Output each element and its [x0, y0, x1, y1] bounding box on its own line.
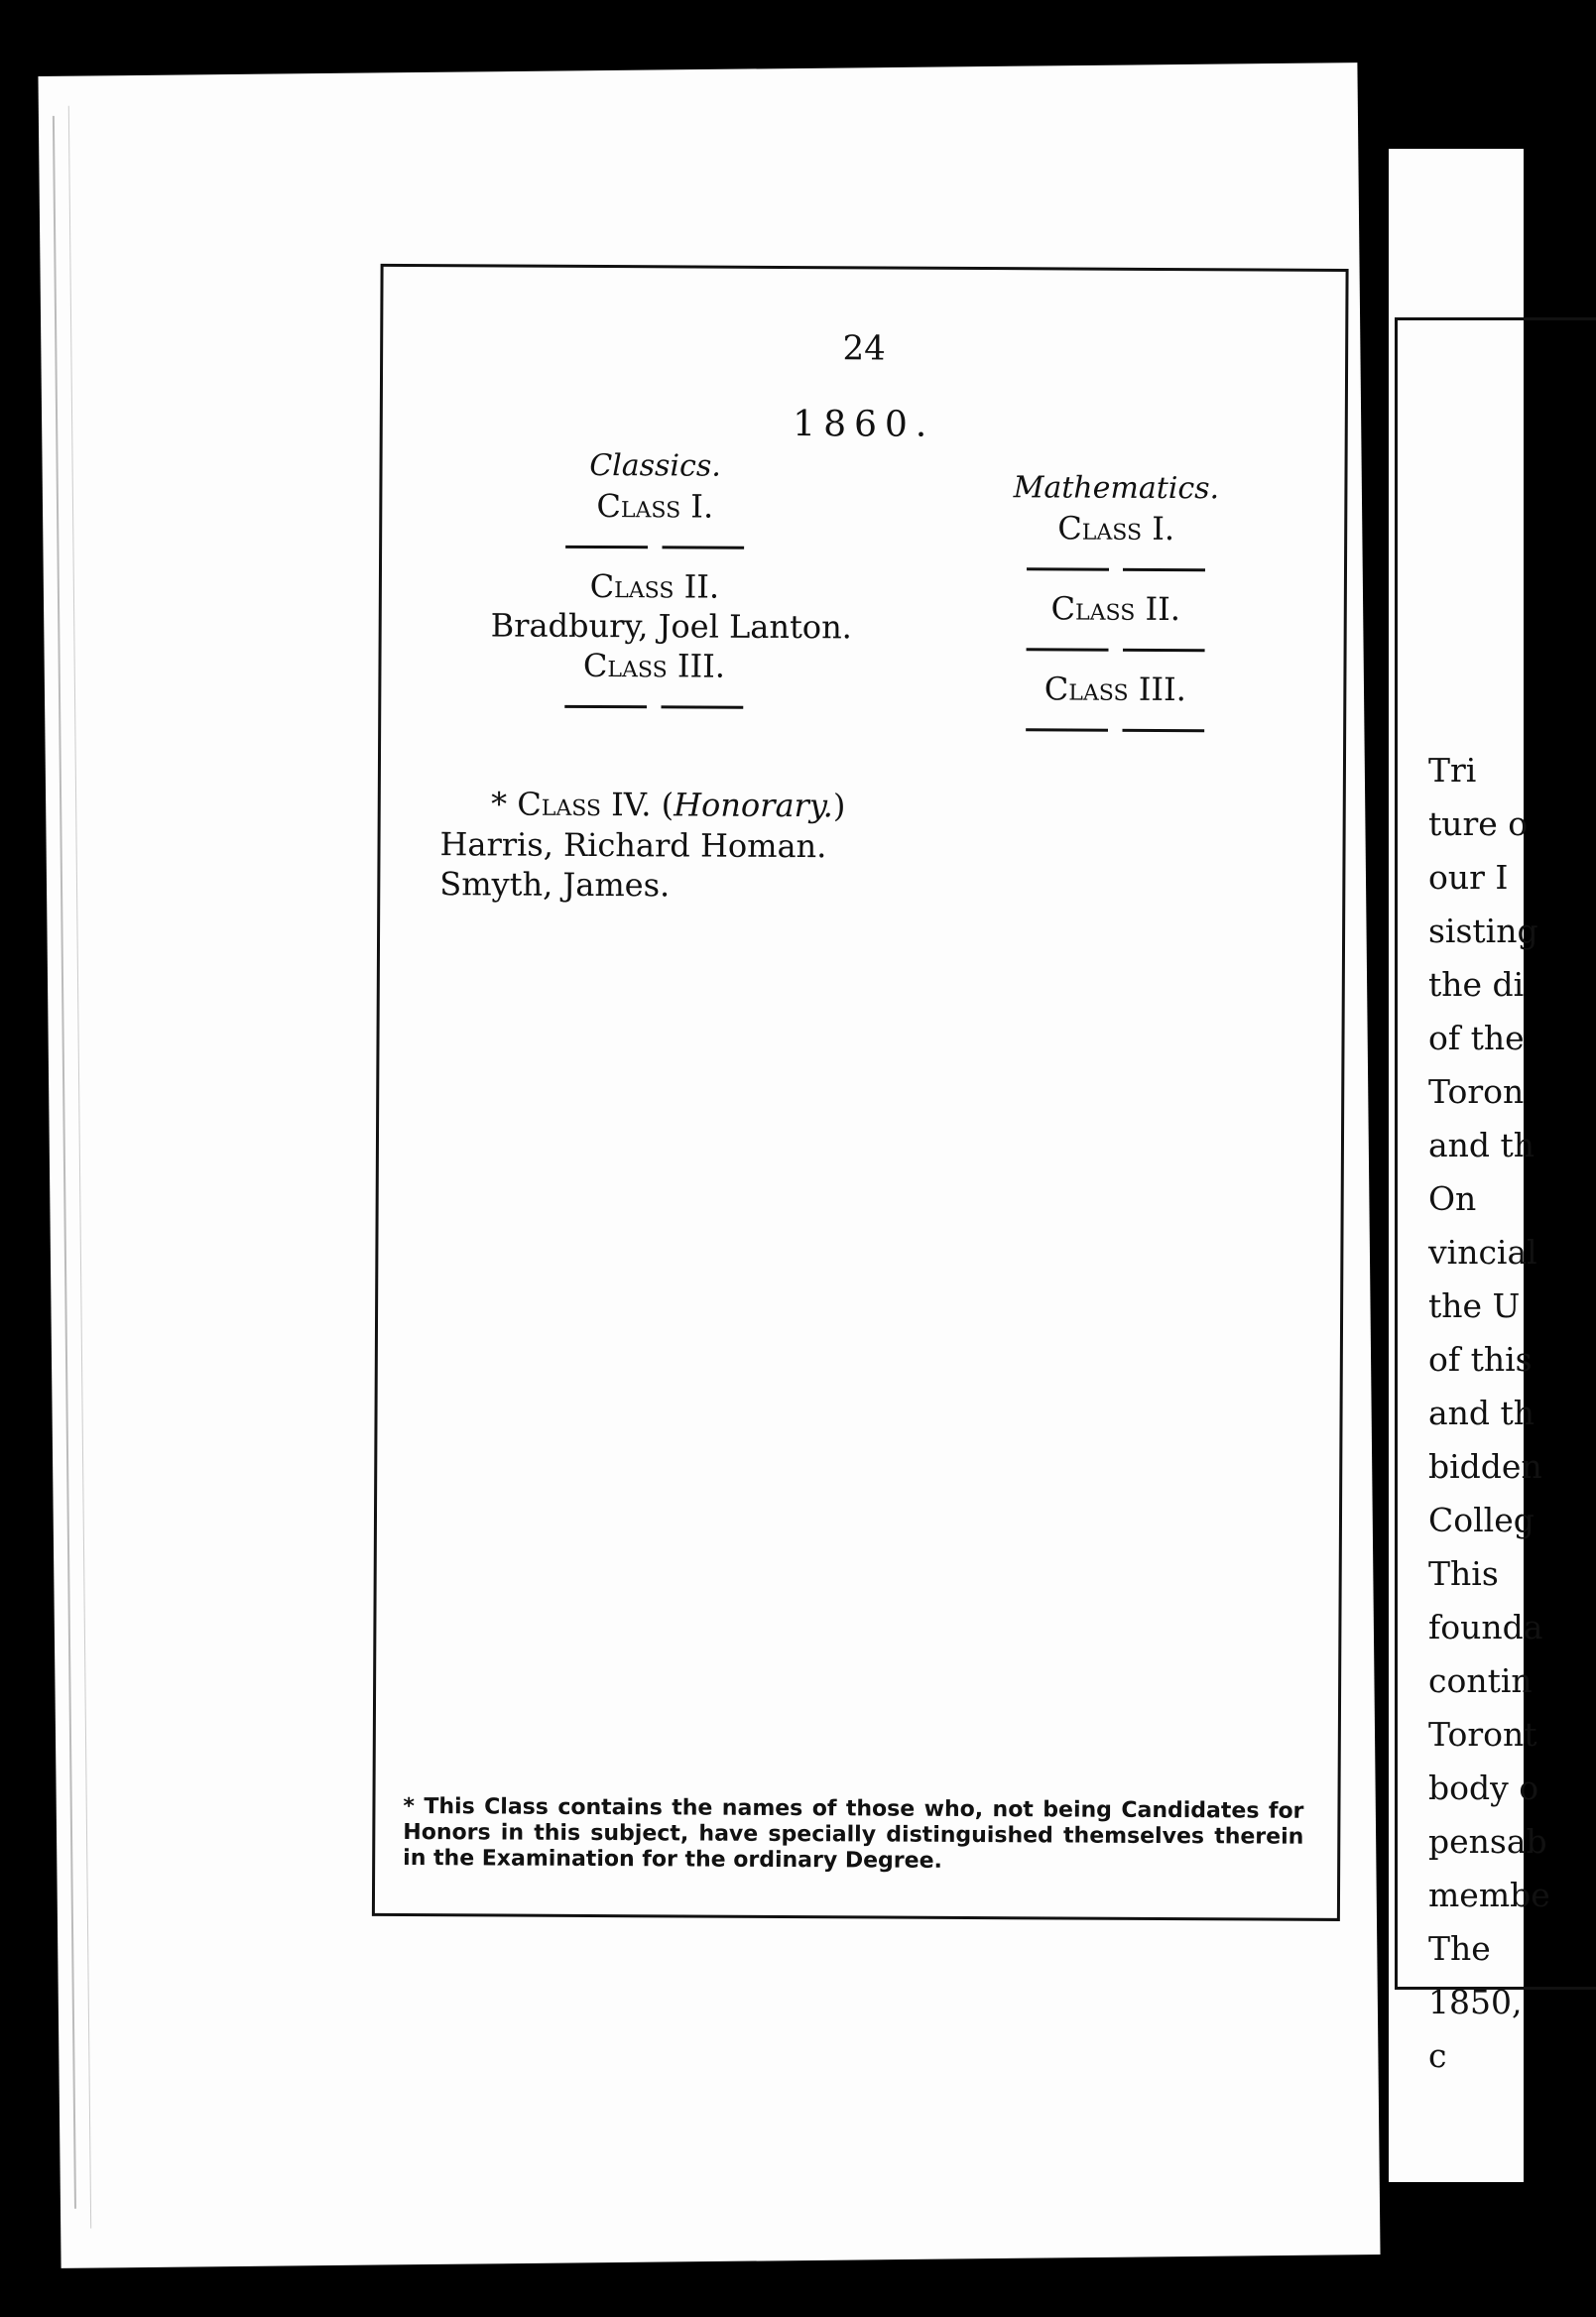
divider — [1027, 648, 1205, 652]
text-line: our I — [1428, 858, 1509, 897]
text-line: c — [1428, 2036, 1447, 2075]
text-line: and th — [1428, 1126, 1535, 1164]
honorary-heading — [440, 783, 897, 826]
text-line: Colleg — [1428, 1501, 1535, 1539]
classics-class-3: Class III. — [582, 646, 726, 685]
text-frame — [372, 264, 1349, 1921]
classics-column — [490, 445, 853, 727]
mathematics-subject: Mathematics. — [1013, 470, 1220, 507]
text-line: Toront — [1428, 1715, 1537, 1754]
text-line: the U — [1428, 1286, 1521, 1325]
list-item: Smyth, James. — [439, 865, 671, 905]
text-line: bidden — [1428, 1447, 1542, 1486]
mathematics-class-3: Class III. — [1044, 670, 1186, 709]
classics-class-1: Class I. — [596, 487, 714, 526]
mathematics-column — [966, 468, 1265, 751]
text-line: This — [1428, 1554, 1499, 1593]
classics-subject: Classics. — [589, 447, 721, 484]
text-line: 1850, — [1428, 1983, 1523, 2021]
divider — [1026, 728, 1204, 732]
text-line: The — [1428, 1929, 1491, 1968]
list-item: Harris, Richard Homan. — [439, 825, 827, 866]
facing-page — [1389, 149, 1550, 2182]
text-line: sisting — [1428, 912, 1538, 950]
text-line: body o — [1428, 1768, 1539, 1807]
text-line: ture o — [1428, 804, 1529, 843]
honorary-prefix: * Class IV. ( — [491, 785, 675, 824]
text-line: vincial — [1428, 1233, 1537, 1272]
page-number: 24 — [842, 328, 886, 369]
text-line: the di — [1428, 965, 1525, 1004]
page-edge — [53, 116, 76, 2209]
divider — [565, 546, 744, 549]
divider — [1027, 567, 1205, 571]
honorary-class — [439, 783, 897, 906]
divider — [564, 705, 743, 709]
mathematics-class-2: Class II. — [1050, 589, 1181, 629]
facing-page-text — [1428, 744, 1550, 2083]
year-heading: 1860. — [793, 404, 935, 445]
text-line: founda — [1428, 1608, 1543, 1646]
text-line: and th — [1428, 1394, 1535, 1432]
text-line: Toron — [1428, 1072, 1525, 1111]
text-line: of this — [1428, 1340, 1533, 1379]
text-line: pensab — [1428, 1822, 1547, 1861]
honorary-suffix: ) — [832, 787, 846, 825]
mathematics-class-1: Class I. — [1057, 509, 1175, 549]
left-page — [38, 62, 1380, 2268]
text-line: On — [1428, 1179, 1477, 1218]
text-line: of the — [1428, 1019, 1525, 1057]
list-item: Bradbury, Joel Lanton. — [490, 606, 853, 647]
honorary-label: Honorary. — [674, 786, 834, 825]
footnote: * This Class contains the names of those who, not being Candidates for Honors in this subject, have specially distinguished themselves therein in the Examination for the ordinary Degree. — [403, 1793, 1304, 1874]
classics-class-2: Class II. — [589, 566, 720, 606]
text-line: Tri — [1428, 751, 1477, 790]
text-line: contin — [1428, 1661, 1533, 1700]
text-line: membe — [1428, 1876, 1550, 1914]
